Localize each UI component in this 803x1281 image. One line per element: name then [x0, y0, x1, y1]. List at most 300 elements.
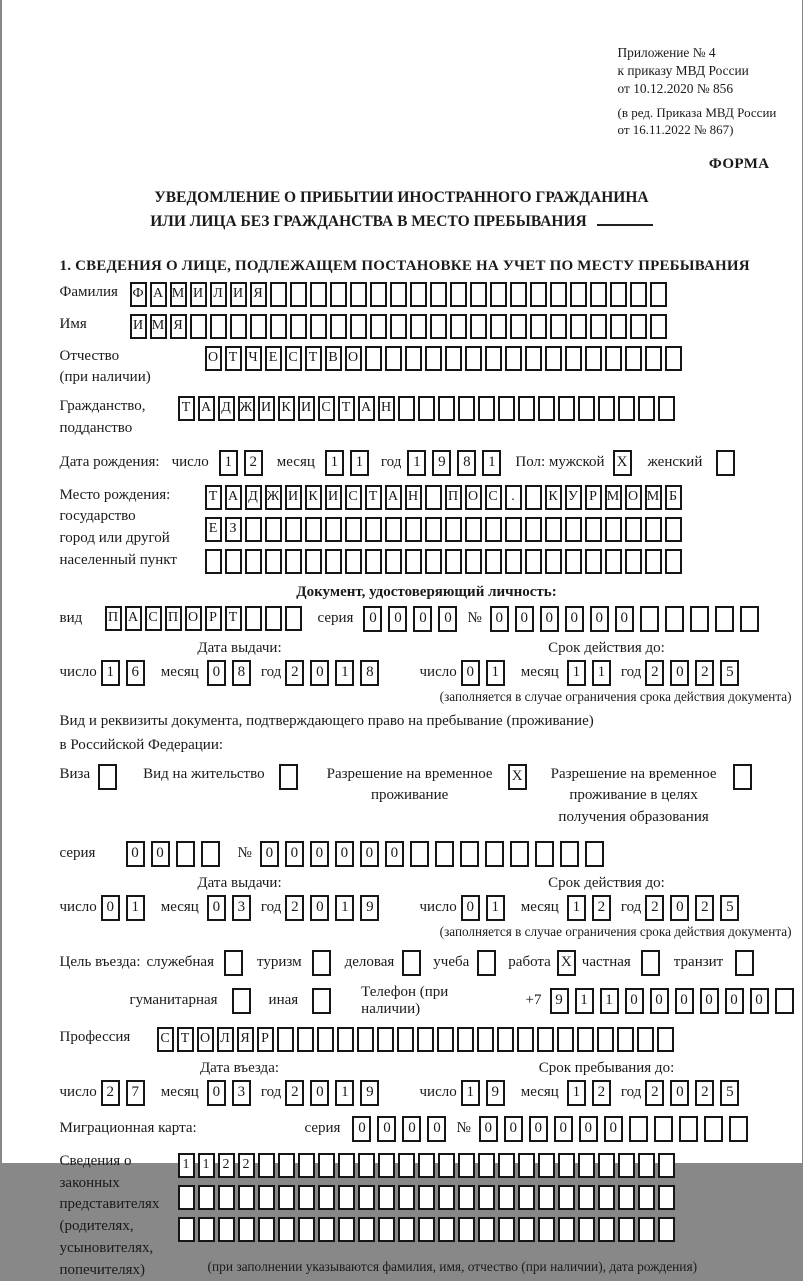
char-box: Т	[225, 606, 242, 631]
char-box	[398, 1217, 415, 1242]
char-box	[665, 549, 682, 574]
char-box: 0	[385, 841, 404, 867]
residence-doc-dates	[60, 875, 794, 921]
residence-number-cells	[260, 841, 604, 867]
char-box	[498, 1153, 515, 1178]
char-box	[405, 517, 422, 542]
char-box	[365, 346, 382, 371]
char-box	[535, 841, 554, 867]
char-box	[238, 1185, 255, 1210]
char-box	[518, 1153, 535, 1178]
char-box: 1	[325, 450, 344, 476]
char-box	[665, 346, 682, 371]
char-box	[578, 1185, 595, 1210]
edu-permit-label: Разрешение на временное проживание в целях получения образования	[545, 764, 723, 829]
char-box: 1	[126, 895, 145, 921]
char-box: 0	[260, 841, 279, 867]
char-box: Д	[218, 396, 235, 421]
representatives-row2-cells	[178, 1185, 698, 1210]
residence-valid-year-label: год	[621, 899, 641, 916]
char-box: 9	[550, 988, 569, 1014]
purpose-sluzhebnaya-checkbox	[224, 950, 243, 976]
char-box: А	[198, 396, 215, 421]
char-box: О	[185, 606, 202, 631]
residence-issue-month-cells	[207, 895, 251, 921]
char-box: Р	[257, 1027, 274, 1052]
char-box	[658, 396, 675, 421]
char-box: 1	[335, 1080, 354, 1106]
char-box	[365, 517, 382, 542]
profession-cells	[157, 1027, 674, 1052]
entry-month-cells	[207, 1080, 251, 1106]
char-box	[458, 1185, 475, 1210]
char-box: 0	[700, 988, 719, 1014]
representatives-row	[60, 1151, 794, 1281]
char-box: 0	[490, 606, 509, 632]
char-box: 0	[335, 841, 354, 867]
char-box	[665, 606, 684, 632]
char-box: 0	[461, 895, 480, 921]
char-box	[397, 1027, 414, 1052]
char-box	[630, 282, 647, 307]
char-box	[238, 1217, 255, 1242]
valid-month-cells	[567, 660, 611, 686]
char-box	[665, 517, 682, 542]
char-box: 1	[407, 450, 426, 476]
char-box	[530, 314, 547, 339]
stay-year-cells	[645, 1080, 739, 1106]
char-box	[654, 1116, 673, 1142]
char-box	[418, 396, 435, 421]
char-box: 0	[670, 895, 689, 921]
char-box	[490, 314, 507, 339]
char-box	[637, 1027, 654, 1052]
char-box: 1	[198, 1153, 215, 1178]
valid-day-cells	[461, 660, 505, 686]
char-box	[378, 1153, 395, 1178]
char-box	[465, 549, 482, 574]
char-box: Д	[245, 485, 262, 510]
char-box	[405, 549, 422, 574]
name-label: Имя	[60, 314, 130, 336]
char-box: В	[325, 346, 342, 371]
char-box	[679, 1116, 698, 1142]
profession-row	[60, 1027, 794, 1052]
char-box	[398, 396, 415, 421]
representatives-cells	[178, 1153, 698, 1275]
residence-permit-checkbox	[279, 764, 298, 790]
birth-place-row1-cells	[205, 485, 682, 510]
char-box	[430, 282, 447, 307]
char-box: 0	[388, 606, 407, 632]
purpose-gumanitarnaya-label: гуманитарная	[130, 992, 218, 1009]
purpose-row	[60, 950, 794, 976]
char-box: 2	[244, 450, 263, 476]
char-box: 2	[695, 895, 714, 921]
char-box	[318, 1217, 335, 1242]
char-box	[285, 517, 302, 542]
char-box	[465, 517, 482, 542]
char-box: С	[318, 396, 335, 421]
char-box: 6	[126, 660, 145, 686]
char-box	[418, 1217, 435, 1242]
char-box	[265, 606, 282, 631]
char-box: М	[150, 314, 167, 339]
char-box: 1	[335, 660, 354, 686]
purpose-delovaya-checkbox	[402, 950, 421, 976]
char-box: 2	[645, 895, 664, 921]
char-box	[558, 1217, 575, 1242]
char-box	[385, 346, 402, 371]
birth-year-cells	[407, 450, 501, 476]
annex-line: к приказу МВД России	[618, 62, 803, 80]
char-box: 0	[540, 606, 559, 632]
char-box: М	[605, 485, 622, 510]
char-box: 1	[350, 450, 369, 476]
char-box: С	[285, 346, 302, 371]
form-title-line2: ИЛИ ЛИЦА БЕЗ ГРАЖДАНСТВА В МЕСТО ПРЕБЫВАНИЯ	[42, 210, 762, 234]
surname-label: Фамилия	[60, 282, 130, 304]
char-box: Т	[177, 1027, 194, 1052]
char-box	[305, 517, 322, 542]
char-box	[478, 1185, 495, 1210]
char-box	[445, 346, 462, 371]
char-box: Ф	[130, 282, 147, 307]
char-box	[598, 1217, 615, 1242]
char-box	[198, 1185, 215, 1210]
char-box	[525, 549, 542, 574]
citizenship-label: Гражданство, подданство	[60, 396, 178, 440]
sex-male-label: Пол: мужской	[515, 454, 604, 471]
char-box	[498, 1185, 515, 1210]
char-box	[318, 1185, 335, 1210]
profession-label: Профессия	[60, 1027, 157, 1049]
section-1-title: 1. СВЕДЕНИЯ О ЛИЦЕ, ПОДЛЕЖАЩЕМ ПОСТАНОВКЕ НА УЧЕТ ПО МЕСТУ ПРЕБЫВАНИЯ	[60, 258, 794, 275]
visa-checkbox	[98, 764, 117, 790]
char-box: 2	[645, 660, 664, 686]
valid-year-cells	[645, 660, 739, 686]
birth-year-label: год	[381, 454, 401, 471]
issue-date-header: Дата выдачи:	[60, 640, 420, 657]
char-box	[425, 549, 442, 574]
char-box: З	[225, 517, 242, 542]
char-box	[505, 549, 522, 574]
char-box	[704, 1116, 723, 1142]
char-box	[305, 549, 322, 574]
char-box	[498, 1217, 515, 1242]
char-box: 9	[360, 1080, 379, 1106]
residence-doc-intro2: в Российской Федерации:	[60, 737, 794, 754]
char-box: Л	[217, 1027, 234, 1052]
char-box	[270, 314, 287, 339]
char-box	[470, 282, 487, 307]
char-box	[378, 1185, 395, 1210]
char-box: 0	[402, 1116, 421, 1142]
char-box	[537, 1027, 554, 1052]
char-box: У	[565, 485, 582, 510]
representatives-row1-cells	[178, 1153, 698, 1178]
char-box	[430, 314, 447, 339]
char-box	[565, 517, 582, 542]
char-box	[410, 841, 429, 867]
birth-day-cells	[219, 450, 263, 476]
char-box: 0	[554, 1116, 573, 1142]
char-box: А	[225, 485, 242, 510]
char-box: Т	[305, 346, 322, 371]
char-box	[658, 1153, 675, 1178]
birth-place-row3-cells	[205, 549, 682, 574]
char-box: О	[465, 485, 482, 510]
patronymic-cells	[205, 346, 682, 371]
char-box: 0	[750, 988, 769, 1014]
char-box: О	[625, 485, 642, 510]
visa-label: Виза	[60, 764, 91, 786]
stay-month-cells	[567, 1080, 611, 1106]
issue-day-label: число	[60, 664, 97, 681]
char-box	[345, 549, 362, 574]
char-box	[478, 1217, 495, 1242]
char-box: И	[230, 282, 247, 307]
char-box: 0	[207, 660, 226, 686]
char-box	[350, 314, 367, 339]
stay-month-label: месяц	[521, 1084, 559, 1101]
char-box	[538, 1153, 555, 1178]
char-box	[565, 346, 582, 371]
char-box: 2	[285, 1080, 304, 1106]
char-box	[490, 282, 507, 307]
form-title-line1: УВЕДОМЛЕНИЕ О ПРИБЫТИИ ИНОСТРАННОГО ГРАЖДАНИНА	[42, 186, 762, 210]
purpose-label: Цель въезда:	[60, 954, 141, 971]
char-box	[445, 549, 462, 574]
char-box	[438, 396, 455, 421]
residence-doc-options	[60, 764, 794, 829]
char-box: И	[190, 282, 207, 307]
char-box: 0	[604, 1116, 623, 1142]
char-box	[585, 549, 602, 574]
char-box	[538, 1217, 555, 1242]
migration-card-row	[60, 1116, 794, 1142]
char-box: 8	[457, 450, 476, 476]
doc-kind-cells	[105, 606, 302, 631]
char-box	[518, 1217, 535, 1242]
char-box	[290, 314, 307, 339]
purpose-turizm-checkbox	[312, 950, 331, 976]
char-box	[298, 1217, 315, 1242]
char-box	[318, 1153, 335, 1178]
char-box	[545, 346, 562, 371]
char-box	[638, 1217, 655, 1242]
char-box: 0	[207, 1080, 226, 1106]
char-box: 0	[529, 1116, 548, 1142]
char-box	[205, 549, 222, 574]
char-box	[278, 1185, 295, 1210]
migration-series-label: серия	[305, 1120, 341, 1137]
char-box: 0	[310, 841, 329, 867]
char-box: 0	[310, 1080, 329, 1106]
phone-label: Телефон (при наличии)	[361, 984, 509, 1018]
char-box	[290, 282, 307, 307]
residence-issue-year-label: год	[261, 899, 281, 916]
char-box	[640, 606, 659, 632]
char-box: Е	[205, 517, 222, 542]
char-box: Т	[225, 346, 242, 371]
char-box	[505, 346, 522, 371]
patronymic-row	[60, 346, 794, 390]
char-box: А	[125, 606, 142, 631]
char-box: 1	[600, 988, 619, 1014]
char-box	[510, 841, 529, 867]
char-box: 1	[486, 895, 505, 921]
char-box	[585, 346, 602, 371]
char-box	[610, 282, 627, 307]
char-box	[410, 314, 427, 339]
char-box: 9	[486, 1080, 505, 1106]
char-box	[190, 314, 207, 339]
char-box	[597, 1027, 614, 1052]
char-box: К	[545, 485, 562, 510]
char-box: А	[358, 396, 375, 421]
doc-number-label: №	[467, 610, 481, 627]
purpose-gumanitarnaya-checkbox	[232, 988, 251, 1014]
residence-issue-month-label: месяц	[161, 899, 199, 916]
char-box	[258, 1153, 275, 1178]
char-box	[470, 314, 487, 339]
char-box	[325, 549, 342, 574]
char-box	[458, 396, 475, 421]
char-box	[690, 606, 709, 632]
char-box	[658, 1217, 675, 1242]
char-box	[385, 517, 402, 542]
purpose-ucheba-checkbox	[477, 950, 496, 976]
char-box: 1	[178, 1153, 195, 1178]
char-box	[378, 1217, 395, 1242]
char-box	[545, 517, 562, 542]
char-box: М	[645, 485, 662, 510]
char-box	[625, 517, 642, 542]
char-box	[358, 1185, 375, 1210]
char-box: А	[150, 282, 167, 307]
char-box	[358, 1153, 375, 1178]
char-box	[650, 282, 667, 307]
char-box	[625, 346, 642, 371]
char-box: Н	[378, 396, 395, 421]
char-box	[478, 1153, 495, 1178]
char-box: 0	[151, 841, 170, 867]
char-box: Ч	[245, 346, 262, 371]
char-box: 0	[310, 660, 329, 686]
residence-series-label: серия	[60, 843, 112, 865]
char-box	[485, 517, 502, 542]
residence-number-label: №	[238, 845, 252, 862]
purpose-turizm-label: туризм	[257, 954, 302, 971]
char-box	[605, 346, 622, 371]
char-box	[570, 282, 587, 307]
char-box	[729, 1116, 748, 1142]
char-box: Р	[585, 485, 602, 510]
char-box	[385, 549, 402, 574]
residence-issue-day-cells	[101, 895, 145, 921]
char-box	[285, 606, 302, 631]
migration-series-cells	[352, 1116, 446, 1142]
char-box	[629, 1116, 648, 1142]
char-box: 0	[377, 1116, 396, 1142]
char-box: 0	[625, 988, 644, 1014]
char-box	[398, 1153, 415, 1178]
char-box: П	[105, 606, 122, 631]
char-box	[578, 1217, 595, 1242]
birth-date-label: Дата рождения:	[60, 452, 160, 474]
residence-valid-header: Срок действия до:	[420, 875, 794, 892]
char-box	[330, 314, 347, 339]
purpose-rabota-label: работа	[508, 954, 551, 971]
valid-day-label: число	[420, 664, 457, 681]
doc-kind-label: вид	[60, 608, 105, 630]
char-box: Т	[338, 396, 355, 421]
char-box: Я	[250, 282, 267, 307]
char-box	[610, 314, 627, 339]
char-box	[176, 841, 195, 867]
char-box	[278, 1217, 295, 1242]
char-box	[258, 1217, 275, 1242]
valid-month-label: месяц	[521, 664, 559, 681]
char-box: Р	[205, 606, 222, 631]
char-box: И	[325, 485, 342, 510]
char-box	[618, 396, 635, 421]
entry-month-label: месяц	[161, 1084, 199, 1101]
char-box: 0	[310, 895, 329, 921]
char-box	[418, 1153, 435, 1178]
char-box	[435, 841, 454, 867]
char-box: Л	[210, 282, 227, 307]
char-box	[317, 1027, 334, 1052]
char-box	[550, 314, 567, 339]
char-box	[650, 314, 667, 339]
char-box: 0	[650, 988, 669, 1014]
birth-place-row2-cells	[205, 517, 682, 542]
residence-issue-year-cells	[285, 895, 379, 921]
char-box	[310, 314, 327, 339]
char-box	[525, 517, 542, 542]
annex-amend-line: от 16.11.2022 № 867)	[618, 121, 803, 138]
char-box: 5	[720, 1080, 739, 1106]
char-box	[525, 346, 542, 371]
annex-line: Приложение № 4	[618, 44, 803, 62]
residence-series-cells	[126, 841, 220, 867]
sex-female-checkbox	[716, 450, 735, 476]
char-box: 1	[482, 450, 501, 476]
char-box: 0	[504, 1116, 523, 1142]
char-box	[198, 1217, 215, 1242]
char-box: К	[278, 396, 295, 421]
char-box	[218, 1217, 235, 1242]
residence-valid-month-cells	[567, 895, 611, 921]
char-box: 2	[238, 1153, 255, 1178]
char-box: Т	[178, 396, 195, 421]
char-box	[485, 346, 502, 371]
identity-doc-header: Документ, удостоверяющий личность:	[60, 584, 794, 601]
char-box	[645, 346, 662, 371]
char-box: Ж	[238, 396, 255, 421]
residence-issue-header: Дата выдачи:	[60, 875, 420, 892]
char-box	[510, 282, 527, 307]
citizenship-cells	[178, 396, 675, 421]
char-box: 3	[232, 1080, 251, 1106]
char-box	[338, 1185, 355, 1210]
issue-month-cells	[207, 660, 251, 686]
migration-number-label: №	[456, 1120, 470, 1137]
char-box: 2	[695, 660, 714, 686]
birth-place-label: Место рождения: государство город или другой населенный пункт	[60, 485, 205, 572]
